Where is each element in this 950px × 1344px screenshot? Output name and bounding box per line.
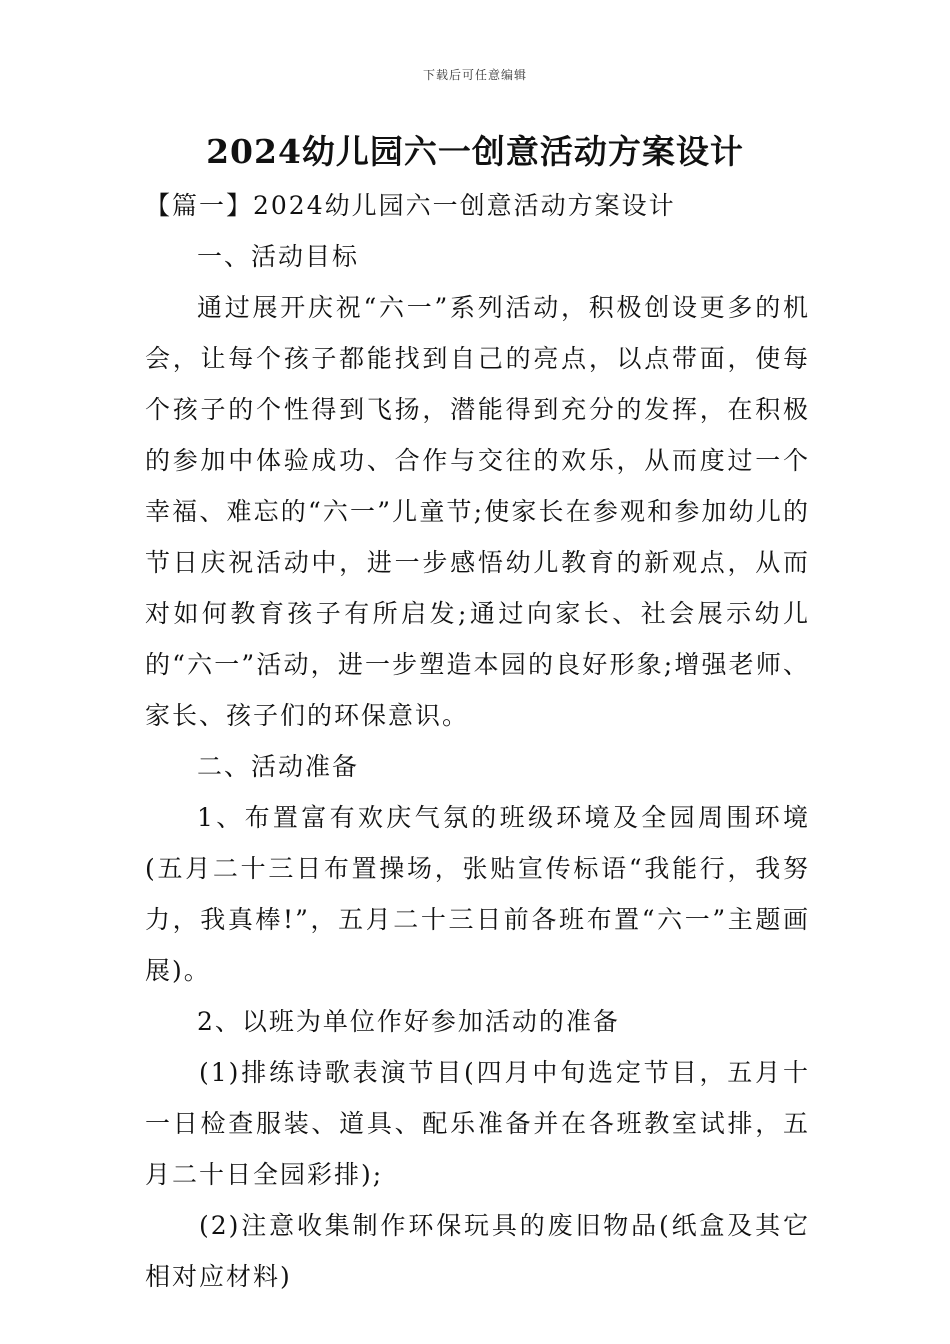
section-heading-goals: 一、活动目标 [197, 242, 360, 271]
section-label: 【篇一】2024幼儿园六一创意活动方案设计 [145, 191, 676, 220]
paragraph-preparation-1: 1、布置富有欢庆气氛的班级环境及全园周围环境(五月二十三日布置操场，张贴宣传标语“我能行，我努力，我真棒!”，五月二十三日前各班布置“六一”主题画展)。 [145, 803, 811, 985]
document-body [145, 180, 810, 1302]
document-title: 2024幼儿园六一创意活动方案设计 [206, 132, 744, 171]
section-heading-preparation: 二、活动准备 [197, 752, 360, 781]
paragraph-preparation-2-2: (2)注意收集制作环保玩具的废旧物品(纸盒及其它相对应材料) [145, 1211, 810, 1291]
paragraph-goals: 通过展开庆祝“六一”系列活动，积极创设更多的机会，让每个孩子都能找到自己的亮点，以点带面，使每个孩子的个性得到飞扬，潜能得到充分的发挥，在积极的参加中体验成功、合作与交往的欢乐，从而度过一个幸福、难忘的“六一”儿童节;使家长在参观和参加幼儿的节日庆祝活动中，进一步感悟幼儿教育的新观点，从而对如何教育孩子有所启发;通过向家长、社会展示幼儿的“六一”活动，进一步塑造本园的良好形象;增强老师、家长、孩子们的环保意识。 [145, 293, 810, 730]
header-note: 下载后可任意编辑 [422, 68, 527, 82]
paragraph-preparation-2-1: (1)排练诗歌表演节目(四月中旬选定节目，五月十一日检查服装、道具、配乐准备并在各班教室试排，五月二十日全园彩排); [145, 1058, 810, 1189]
paragraph-preparation-2: 2、以班为单位作好参加活动的准备 [197, 1007, 620, 1036]
